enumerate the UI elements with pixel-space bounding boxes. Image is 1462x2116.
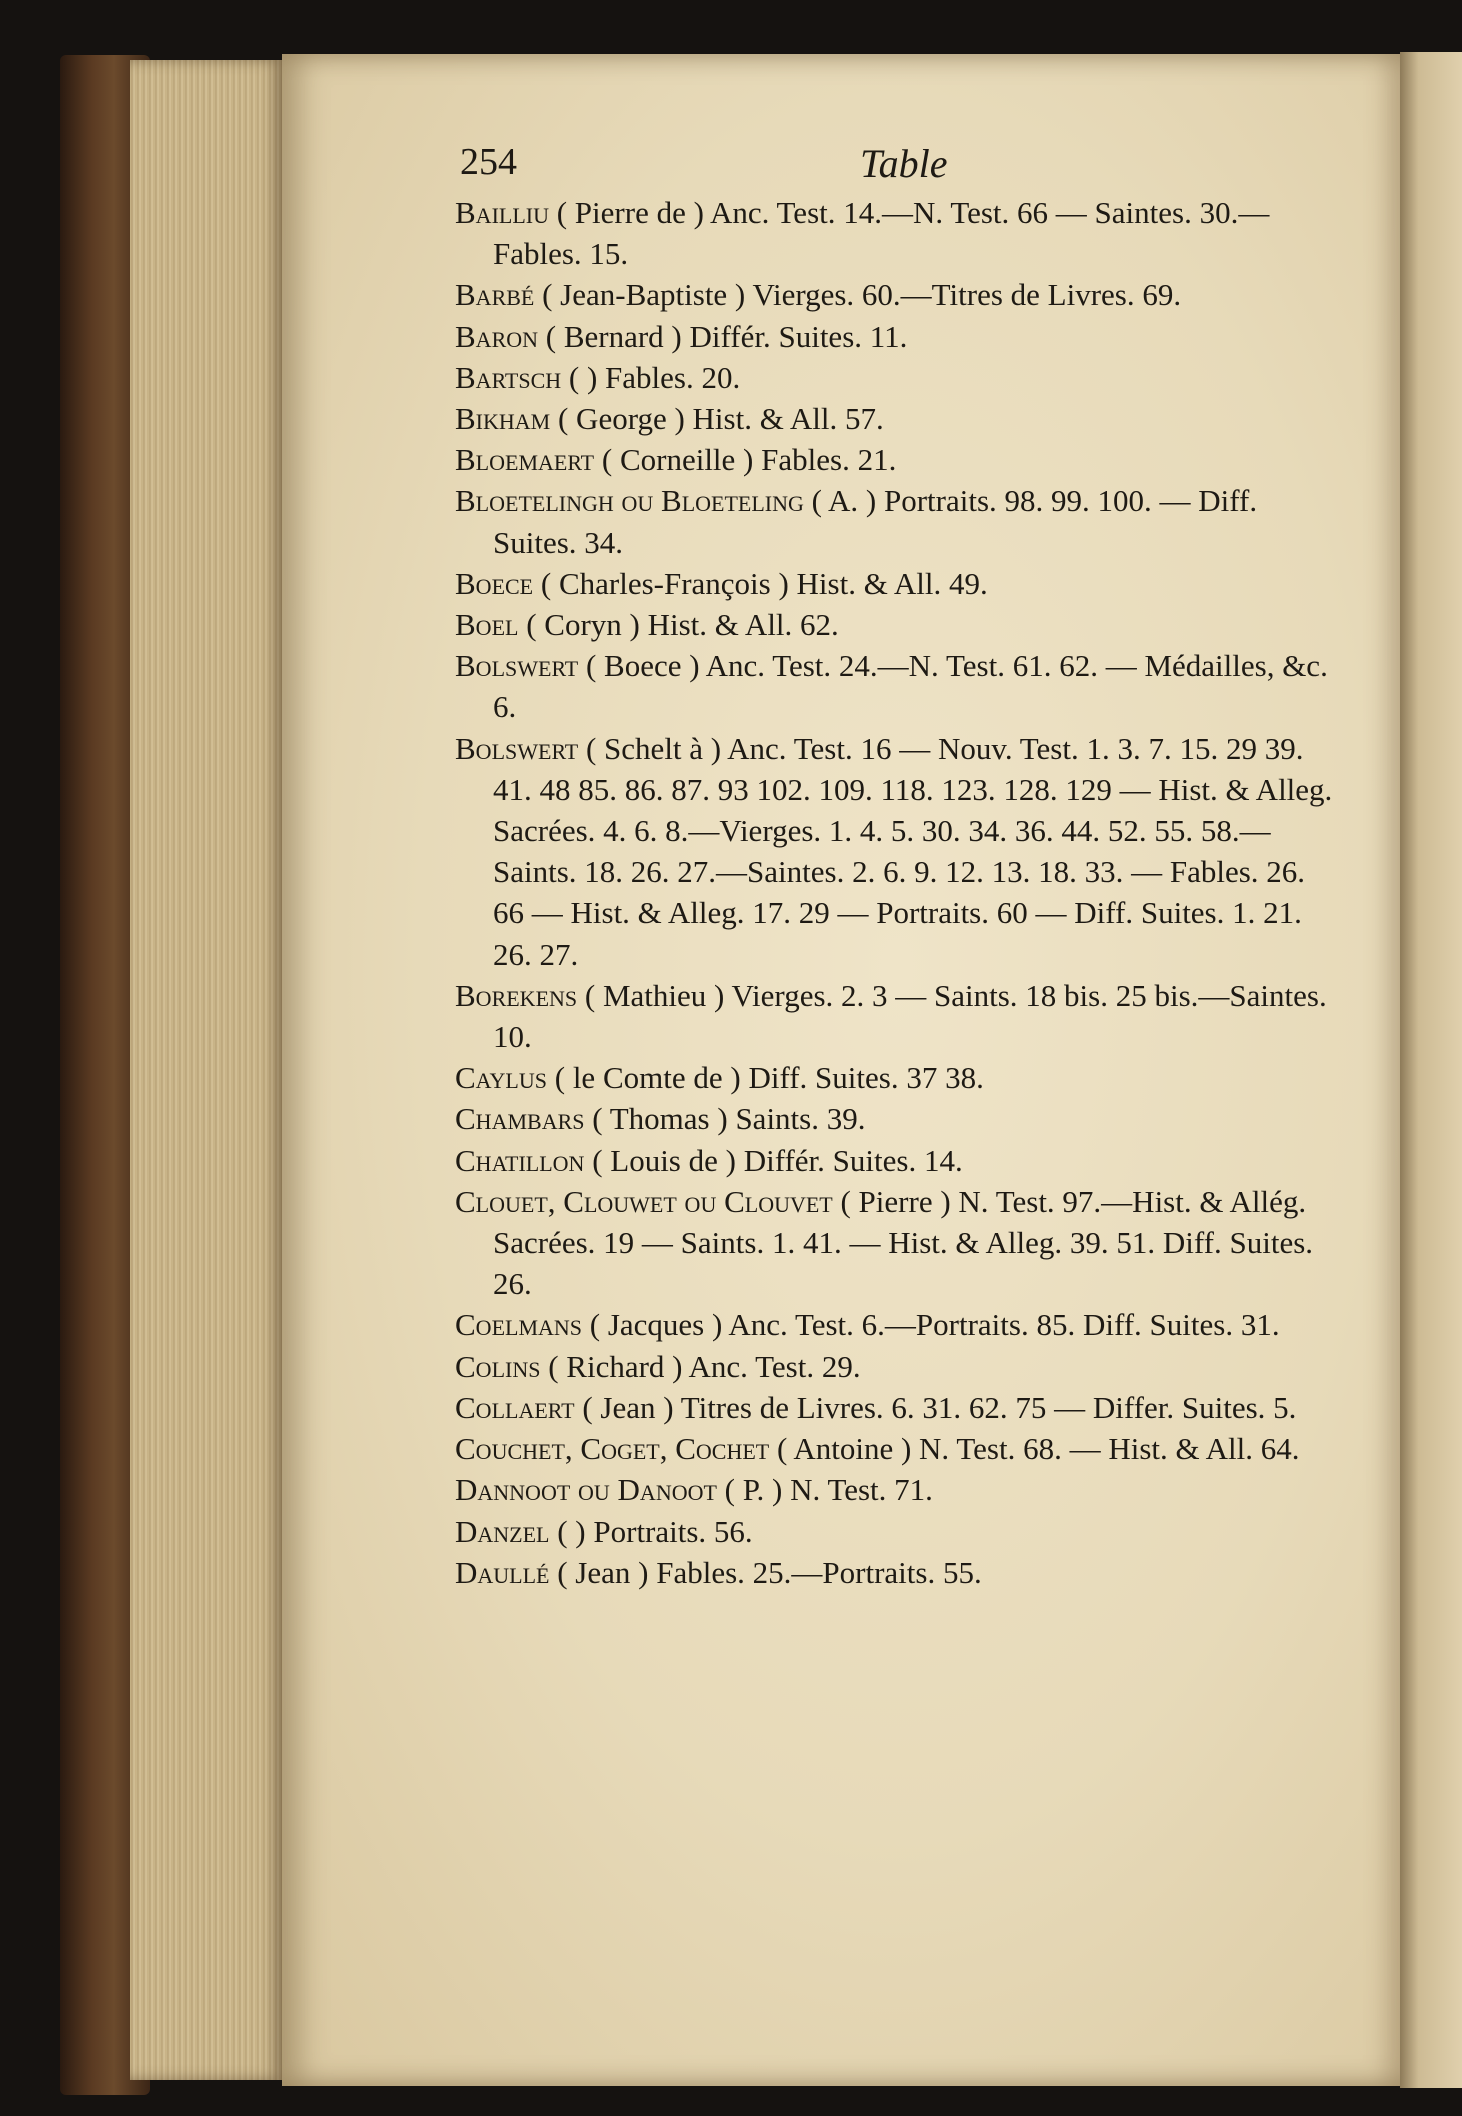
index-entry	[455, 1469, 1335, 1510]
entry-references: ( Boece ) Anc. Test. 24.—N. Test. 61. 62. — Médailles, &c. 6.	[493, 648, 1328, 725]
index-entry	[455, 1387, 1335, 1428]
engraver-name: Clouet, Clouwet ou Clouvet	[455, 1183, 833, 1219]
entry-references: ( Jacques ) Anc. Test. 6.—Portraits. 85. Diff. Suites. 31.	[582, 1307, 1280, 1343]
entry-references: ( Corneille ) Fables. 21.	[594, 442, 897, 478]
engraver-name: Daullé	[455, 1554, 550, 1590]
engraver-name: Chatillon	[455, 1142, 585, 1178]
index-entry	[455, 645, 1335, 727]
engraver-name: Dannoot ou Danoot	[455, 1472, 717, 1508]
engraver-name: Boel	[455, 607, 519, 643]
entry-references: ( Coryn ) Hist. & All. 62.	[518, 607, 839, 643]
engraver-name: Couchet, Coget, Cochet	[455, 1431, 770, 1467]
entry-references: ( Charles-François ) Hist. & All. 49.	[533, 565, 988, 601]
entry-references: ( ) Portraits. 56.	[549, 1513, 753, 1549]
index-text-block	[455, 140, 1335, 1593]
index-entry	[455, 1057, 1335, 1098]
engraver-name: Bolswert	[455, 648, 579, 684]
entry-references: ( Bernard ) Différ. Suites. 11.	[538, 318, 908, 354]
entry-references: ( Schelt à ) Anc. Test. 16 — Nouv. Test. 1. 3. 7. 15. 29 39. 41. 48 85. 86. 87. 93 102. 109. 118. 123. 128. 129 — Hist. & Alleg. Sacrées. 4. 6. 8.—Vierges. 1. 4. 5. 30. 34. 36. 44. 52. 55. 58.— Saints. 18. 26. 27.—Saintes. 2. 6. 9. 12. 13. 18. 33. — Fables. 26. 66 — Hist. & Alleg. 17. 29 — Portraits. 60 — Diff. Suites. 1. 21. 26. 27.	[493, 730, 1333, 972]
engraver-name: Bloemaert	[455, 442, 595, 478]
engraver-name: Bailliu	[455, 195, 549, 230]
index-entry	[455, 1552, 1335, 1593]
index-entry	[455, 604, 1335, 645]
entry-references: ( Jean-Baptiste ) Vierges. 60.—Titres de Livres. 69.	[534, 277, 1182, 313]
engraver-name: Chambars	[455, 1101, 585, 1137]
index-entry	[455, 728, 1335, 975]
entry-references: ( Pierre ) N. Test. 97.—Hist. & Allég. Sacrées. 19 — Saints. 1. 41. — Hist. & Alleg. 39. 51. Diff. Suites. 26.	[493, 1183, 1314, 1302]
index-entry	[455, 192, 1335, 274]
index-entry	[455, 1098, 1335, 1139]
index-entry	[455, 357, 1335, 398]
page-title: Table	[860, 141, 948, 186]
index-entry	[455, 1511, 1335, 1552]
index-entry	[455, 439, 1335, 480]
index-entry	[455, 563, 1335, 604]
engraver-name: Danzel	[455, 1513, 550, 1549]
page-header	[455, 140, 1335, 192]
engraver-name: Bloetelingh ou Bloeteling	[455, 483, 804, 519]
entry-references: ( ) Fables. 20.	[561, 359, 741, 395]
engraver-name: Collaert	[455, 1389, 575, 1425]
index-entry	[455, 1346, 1335, 1387]
entry-references: ( Pierre de ) Anc. Test. 14.—N. Test. 66 — Saintes. 30.—Fables. 15.	[493, 195, 1270, 272]
engraver-name: Bolswert	[455, 730, 579, 766]
entry-references: ( P. ) N. Test. 71.	[716, 1472, 933, 1508]
engraver-name: Borekens	[455, 977, 578, 1013]
entry-references: ( George ) Hist. & All. 57.	[550, 401, 884, 437]
entry-references: ( le Comte de ) Diff. Suites. 37 38.	[547, 1060, 984, 1096]
page-edges	[130, 60, 285, 2080]
entry-references: ( Jean ) Fables. 25.—Portraits. 55.	[549, 1554, 982, 1590]
index-entry	[455, 1140, 1335, 1181]
engraver-name: Baron	[455, 318, 539, 354]
index-entry	[455, 1304, 1335, 1345]
entry-references: ( Mathieu ) Vierges. 2. 3 — Saints. 18 bis. 25 bis.—Saintes. 10.	[493, 977, 1327, 1055]
entry-references: ( Jean ) Titres de Livres. 6. 31. 62. 75 — Differ. Suites. 5.	[574, 1389, 1297, 1425]
entry-references: ( Richard ) Anc. Test. 29.	[540, 1348, 861, 1384]
engraver-name: Caylus	[455, 1060, 547, 1096]
index-entry	[455, 274, 1335, 315]
page-number: 254	[460, 141, 517, 183]
index-entry	[455, 1428, 1335, 1469]
engraver-name: Bikham	[455, 401, 551, 437]
index-entry	[455, 316, 1335, 357]
index-entry	[455, 480, 1335, 562]
entry-references: ( Antoine ) N. Test. 68. — Hist. & All. 64.	[769, 1431, 1300, 1467]
engraver-name: Barbé	[455, 277, 535, 313]
index-entry	[455, 1181, 1335, 1305]
index-entry	[455, 398, 1335, 439]
entry-references: ( A. ) Portraits. 98. 99. 100. — Diff. Suites. 34.	[493, 483, 1258, 560]
engraver-name: Bartsch	[455, 359, 562, 395]
engraver-name: Boece	[455, 565, 534, 601]
engraver-name: Coelmans	[455, 1307, 583, 1343]
entry-references: ( Louis de ) Différ. Suites. 14.	[584, 1142, 963, 1178]
engraver-name: Colins	[455, 1348, 541, 1384]
entry-references: ( Thomas ) Saints. 39.	[584, 1101, 866, 1137]
facing-page-edge	[1400, 52, 1462, 2088]
index-entry	[455, 975, 1335, 1057]
